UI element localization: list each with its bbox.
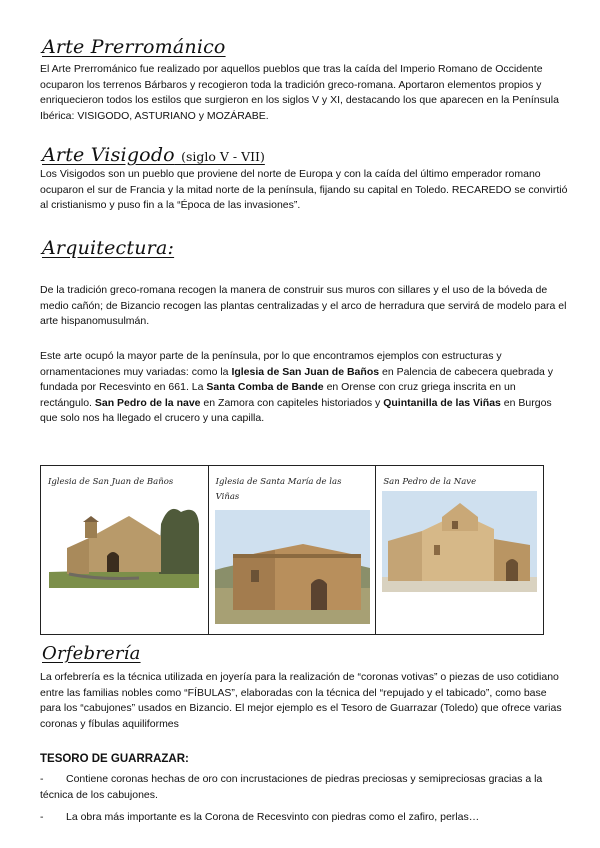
caption-san-juan: Iglesia de San Juan de Baños: [48, 477, 174, 487]
gallery-cell-san-pedro: [376, 466, 543, 634]
tesoro-list-item: - Contiene coronas hechas de oro con incrustaciones de piedras preciosas y semipreciosas gracias a la técnica de los cabujones.: [40, 773, 543, 801]
subheading-siglo: (siglo V - VII): [181, 149, 265, 164]
caption-san-pedro: San Pedro de la Nave: [383, 477, 477, 487]
heading-arquitectura: Arquitectura:: [42, 237, 175, 259]
photo-iglesia-san-juan: [49, 494, 199, 588]
paragraph-arquitectura-2: Este arte ocupó la mayor parte de la península, por lo que encontramos ejemplos con estructuras y ornamentaciones muy variadas: como la Iglesia de San Juan de Baños en Palencia de cabecera quebrada y fundada por Recesvinto en 661. La Santa Comba de Bande en Orense con cruz griega inscrita en un rectángulo. San Pedro de la nave en Zamora con capiteles historiados y Quintanilla de las Viñas en Burgos que solo nos ha llegado el crucero y una capilla.: [40, 350, 554, 425]
photo-iglesia-santa-maria: [215, 510, 370, 624]
paragraph-orfebreria: La orfebrería es la técnica utilizada en joyería para la realización de “coronas votivas” o piezas de uso cotidiano entre las familias nobles como “FÍBULAS”, elaboradas con la técnica del “repujado y el tabicado”, como base para los “cabujones” usados en Bizancio. El mejor ejemplo es el Tesoro de Guarrazar (Toledo) que ofrece varias coronas y fíbulas aquiliformes: [40, 671, 562, 730]
paragraph-arquitectura-1: De la tradición greco-romana recogen la manera de construir sus muros con sillares y el uso de la bóveda de medio cañón; de Bizancio recogen las plantas centralizadas y el arco de herradura que servirá de modelo para el arte hispanomusulmán.: [40, 284, 567, 328]
bold-santa-comba-de-bande: Santa Comba de Bande: [206, 381, 324, 394]
bold-san-pedro-de-la-nave: San Pedro de la nave: [94, 396, 201, 409]
bold-san-juan-de-banos: Iglesia de San Juan de Baños: [231, 365, 380, 378]
gallery-cell-san-juan: [41, 466, 209, 634]
caption-santa-maria: Iglesia de Santa María de las Viñas: [215, 477, 342, 502]
gallery-cell-santa-maria: [209, 466, 377, 634]
heading-arte-prerromanico: Arte Prerrománico: [42, 36, 226, 58]
paragraph-prerromanico: El Arte Prerrománico fue realizado por aquellos pueblos que tras la caída del Imperio Romano de Occidente ocuparon los terrenos Bárbaros y recogieron toda la tradición greco-romana. Aportaron elementos propios y enriquecieron todos los estilos que surgieron en los siglos V y XI, destacando los que aparecen en la Península Ibérica: VISIGODO, ASTURIANO y MOZÁRABE.: [40, 63, 559, 122]
tesoro-title: TESORO DE GUARRAZAR:: [40, 753, 189, 765]
church-photo-gallery: [40, 465, 544, 635]
heading-arte-visigodo: Arte Visigodo (siglo V - VII): [42, 144, 265, 166]
heading-orfebreria: Orfebrería: [42, 643, 141, 664]
bold-quintanilla-de-las-vinas: Quintanilla de las Viñas: [383, 396, 501, 409]
paragraph-visigodo: Los Visigodos son un pueblo que proviene del norte de Europa y con la caída del último emperador romano ocuparon el sur de Francia y la mitad norte de la península, fijando su capital en Toledo. RECAREDO se convirtió al cristianismo y puso fin a la “Época de las invasiones”.: [40, 168, 568, 212]
photo-san-pedro-de-la-nave: [382, 491, 537, 592]
tesoro-list-item: - La obra más importante es la Corona de Recesvinto con piedras como el zafiro, perlas…: [40, 811, 480, 823]
